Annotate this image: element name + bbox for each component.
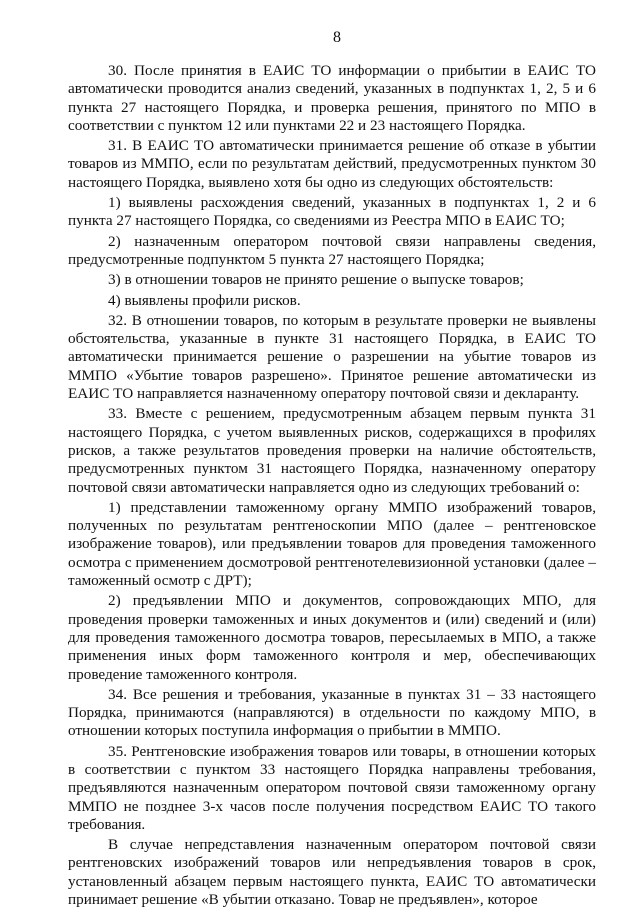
- page-number: 8: [333, 29, 341, 46]
- paragraph-35: 35. Рентгеновские изображения товаров или товары, в отношении которых в соответствии с пунктом 33 настоящего Порядка направлены требования, предъявляются назначенным оператором почтовой связи таможенному органу ММПО не позднее 3-х часов после получения посредством ЕАИС ТО такого требования.: [68, 742, 596, 833]
- paragraph-32: 32. В отношении товаров, по которым в результате проверки не выявлены обстоятельства, указанные в пункте 31 настоящего Порядка, в ЕАИС ТО автоматически принимается решение о разрешении на убытие товаров из ММПО «Убытие товаров разрешено». Принятое решение автоматически из ЕАИС ТО направляется назначенному оператору почтовой связи и декларанту.: [68, 311, 596, 403]
- paragraph-34: 34. Все решения и требования, указанные в пунктах 31 – 33 настоящего Порядка, принимаются (направляются) в отдельности по каждому МПО, в отношении которых поступила информация о прибытии в ММПО.: [68, 685, 596, 740]
- paragraph-33: 33. Вместе с решением, предусмотренным абзацем первым пункта 31 настоящего Порядка, с учетом выявленных рисков, содержащихся в профилях рисков, а также результатов проведения проверки на наличие обстоятельств, предусмотренных пунктом 31 настоящего Порядка, назначенному оператору почтовой связи автоматически направляется одно из следующих требований о:: [68, 405, 596, 496]
- paragraph-35-part-2: В случае непредставления назначенным оператором почтовой связи рентгеновских изображений товаров или непредъявления товаров в срок, установленный абзацем первым настоящего пункта, ЕАИС ТО автоматически принимает решение «В убытии отказано. Товар не предъявлен», которое: [68, 836, 596, 909]
- paragraph-33-item-1: 1) представлении таможенному органу ММПО изображений товаров, полученных по результатам рентгеноскопии МПО (далее – рентгеновское изображение товаров), или предъявлении товаров для проведения таможенного осмотра с применением досмотровой рентгенотелевизионной установки (далее – таможенный осмотр с ДРТ);: [68, 498, 596, 590]
- paragraph-31-item-3: 3) в отношении товаров не принято решение о выпуске товаров;: [108, 271, 524, 289]
- paragraph-31-item-2: 2) назначенным оператором почтовой связи направлены сведения, предусмотренные подпунктом 5 пункта 27 настоящего Порядка;: [68, 232, 596, 268]
- paragraph-30: 30. После принятия в ЕАИС ТО информации о прибытии в ЕАИС ТО автоматически проводится анализ сведений, указанных в подпунктах 1, 2, 5 и 6 пункта 27 настоящего Порядка, и проверка решения, принятого по МПО в соответствии с пунктом 12 или пунктами 22 и 23 настоящего Порядка.: [68, 62, 596, 134]
- paragraph-33-item-2: 2) предъявлении МПО и документов, сопровождающих МПО, для проведения проверки таможенных и иных документов и (или) сведений и (или) для проведения таможенного досмотра товаров, пересылаемых в МПО, а также применения иных форм таможенного контроля и мер, обеспечивающих проведение таможенного контроля.: [68, 592, 596, 683]
- paragraph-31-item-4: 4) выявлены профили рисков.: [108, 291, 301, 309]
- paragraph-31-item-1: 1) выявлены расхождения сведений, указанных в подпунктах 1, 2 и 6 пункта 27 настоящего Порядка, со сведениями из Реестра МПО в ЕАИС ТО;: [68, 194, 596, 230]
- paragraph-31: 31. В ЕАИС ТО автоматически принимается решение об отказе в убытии товаров из ММПО, если по результатам действий, предусмотренных пунктом 30 настоящего Порядка, выявлено хотя бы одно из следующих обстоятельств:: [68, 137, 596, 191]
